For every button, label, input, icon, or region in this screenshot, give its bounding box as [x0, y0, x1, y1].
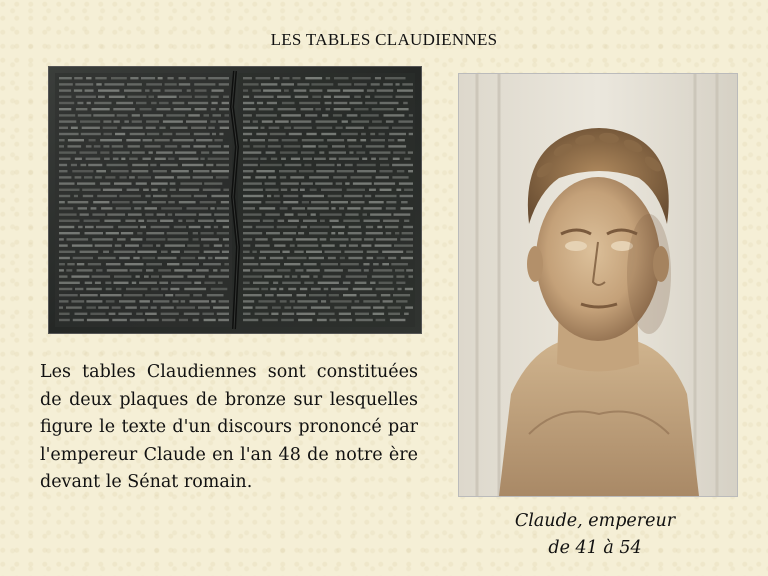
tablet-photo [48, 66, 422, 334]
caption-line-1: Claude, empereur [514, 511, 676, 531]
slide-title: LES TABLES CLAUDIENNES [270, 30, 498, 49]
description-text: Les tables Claudiennes sont constituées de deux plaques de bronze sur lesquelles figure le texte d'un discours prononcé par l'empereur Claude en l'an 48 de notre ère devant le Sénat romain. [40, 362, 418, 492]
caption-line-2: de 41 à 54 [548, 538, 642, 558]
bust-caption [480, 508, 710, 562]
bust-photo [458, 73, 738, 497]
